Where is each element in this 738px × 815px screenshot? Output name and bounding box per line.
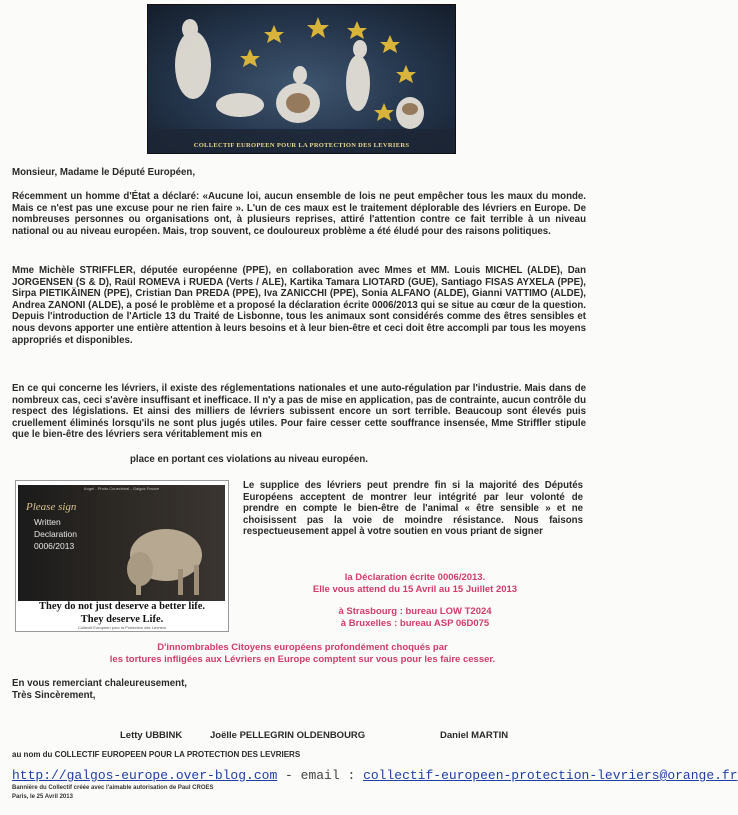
banner-image (147, 4, 456, 154)
poster-dog-photo (18, 485, 225, 601)
signature-ubbink: Letty UBBINK (120, 730, 183, 741)
footer-links (12, 768, 738, 783)
blog-link[interactable]: http://galgos-europe.over-blog.com (12, 768, 278, 783)
office-bruxelles: à Bruxelles : bureau ASP 06D075 (340, 618, 490, 629)
paragraph-4: Le supplice des lévriers peut prendre fin si la majorité des Députés Européens acceptent de montrer leur intégrité par leur volonté de prendre en compte le bien-être de l'animal « être sensible » et ne choisissent pas la voie de moindre résistance. Nous faisons respectueusement appel à votre soutien en vous priant de signer (243, 480, 583, 538)
banner-artwork (148, 5, 455, 153)
banner-credit: Bannière du Collectif créée avec l'aimable autorisation de Paul CROES (12, 785, 214, 791)
declaration-title: la Déclaration écrite 0006/2013. (344, 572, 486, 583)
paragraph-3-end: place en portant ces violations au niveau européen. (130, 454, 368, 465)
poster-footer: Collectif Européen pour la Protection des Lévriers (77, 625, 167, 630)
paragraph-3: En ce qui concerne les lévriers, il existe des réglementations nationales et une auto-régulation par l'industrie. Mais dans de nombreux cas, ceci s'avère insuffisant et inefficace. Il n'y a pas de mise en application, pas de contrainte, aucun contrôle du respect des législations. Et ainsi des milliers de lévriers subissent encore un sort terrible. Beaucoup sont élevés puis cruellement éliminés lorsqu'ils ne sont plus jugés utiles. Pour faire cesser cette souffrance insensée, Mme Striffler stipule que le bien-être des lévriers sera véritablement mis en (12, 383, 586, 441)
closing-sincerely: Très Sincèrement, (12, 690, 96, 701)
banner-caption: COLLECTIF EUROPEEN POUR LA PROTECTION DES LEVRIERS (193, 142, 410, 149)
appeal-line-1: D'innombrables Citoyens européens profondément choqués par (157, 642, 448, 653)
paragraph-1: Récemment un homme d'État a déclaré: «Aucune loi, aucun ensemble de lois ne peut empêcher tous les maux du monde. Mais ce n'est pas une excuse pour ne rien faire ». L'un de ces maux est le traitement déplorable des lévriers en Europe. De nombreuses personnes ou organisations ont, à plusieurs reprises, attiré l'attention contre ce fait terrible à un niveau national ou au niveau européen. Mais, trop souvent, ce douloureux problème a été éludé pour des raisons politiques. (12, 191, 586, 237)
greeting: Monsieur, Madame le Député Européen, (12, 167, 196, 178)
signature-martin: Daniel MARTIN (440, 730, 509, 741)
poster-line-2: They deserve Life. (80, 614, 164, 625)
poster-declaration: Declaration (34, 529, 77, 539)
email-link[interactable]: collectif-europeen-protection-levriers@orange.fr (363, 768, 738, 783)
place-date: Paris, le 25 Avril 2013 (12, 794, 73, 800)
petition-poster (15, 480, 229, 632)
closing-thanks: En vous remerciant chaleureusement, (12, 678, 187, 689)
email-label: email : (300, 768, 356, 783)
poster-written: Written (34, 517, 61, 527)
collectif-line: au nom du COLLECTIF EUROPEEN POUR LA PROTECTION DES LEVRIERS (12, 750, 301, 759)
poster-line-1: They do not just deserve a better life. (38, 601, 206, 612)
declaration-dates: Elle vous attend du 15 Avril au 15 Juillet 2013 (312, 584, 518, 595)
appeal-line-2: les tortures infligées aux Lévriers en Europe comptent sur vous pour les faire cesser. (109, 654, 496, 665)
signature-pellegrin: Joëlle PELLEGRIN OLDENBOURG (210, 730, 366, 741)
office-strasbourg: à Strasbourg : bureau LOW T2024 (338, 606, 492, 617)
please-sign: Please sign (26, 501, 77, 513)
paragraph-2: Mme Michèle STRIFFLER, députée européenne (PPE), en collaboration avec Mmes et MM. Louis MICHEL (ALDE), Dan JORGENSEN (S & D), Raül ROMEVA i RUEDA (Verts / ALE), Kartika Tamara LIOTARD (GUE), Santiago FISAS AYXELA (PPE), Sirpa PIETIKÄINEN (PPE), Cristian Dan PREDA (PPE), Iva ZANICCHI (PPE), Sonia ALFANO (ALDE), Gianni VATTIMO (ALDE), Andrea ZANONI (ALDE), a posé le problème et a proposé la déclaration écrite 0006/2013 qui se situe au cœur de la question. Depuis l'introduction de l'Article 13 du Traité de Lisbonne, tous les animaux sont considérés comme des êtres sensibles et nous devons apporter une entière attention à leurs besoins et à leur bien-être et ceci doit être accompli par tous les moyens appropriés et disponibles. (12, 265, 586, 346)
link-separator: - (277, 768, 301, 783)
poster-number: 0006/2013 (34, 541, 75, 551)
poster-credit: Angel - Photo Couechinal - Galgos France (83, 486, 160, 491)
